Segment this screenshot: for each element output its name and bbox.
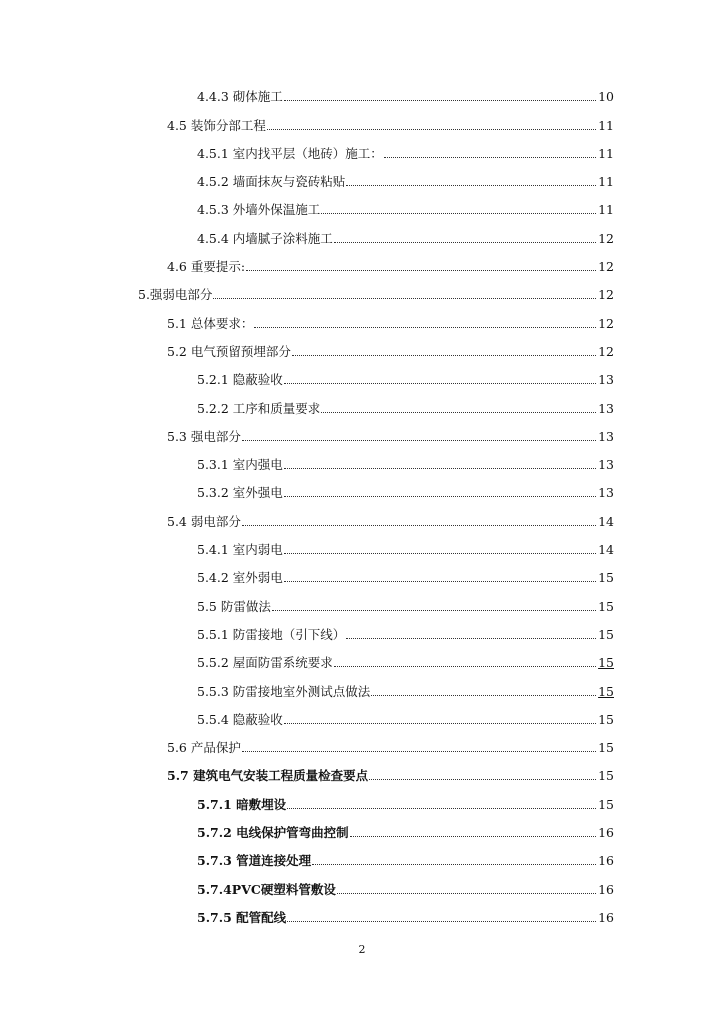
dot-leader — [346, 638, 596, 639]
toc-entry-page: 15 — [598, 740, 614, 756]
toc-entry[interactable] — [0, 731, 724, 759]
toc-entry[interactable] — [0, 335, 724, 363]
toc-entry-page: 10 — [598, 89, 614, 105]
dot-leader — [213, 298, 596, 299]
dot-leader — [334, 666, 596, 667]
toc-entry[interactable] — [0, 193, 724, 221]
dot-leader — [321, 213, 596, 214]
dot-leader — [284, 496, 596, 497]
toc-entry[interactable] — [0, 80, 724, 108]
toc-entry-page: 14 — [598, 513, 614, 529]
toc-entry[interactable] — [0, 448, 724, 476]
dot-leader — [369, 779, 596, 780]
toc-entry-page: 16 — [598, 881, 614, 897]
toc-entry[interactable] — [0, 674, 724, 702]
toc-entry[interactable] — [0, 420, 724, 448]
toc-entry[interactable] — [0, 589, 724, 617]
dot-leader — [284, 100, 596, 101]
toc-entry-page: 15 — [598, 796, 614, 812]
toc-entry-title: 5.4.1 室内弱电 — [197, 542, 283, 558]
toc-entry[interactable] — [0, 816, 724, 844]
toc-entry-title: 5.5.3 防雷接地室外测试点做法 — [197, 683, 371, 699]
toc-entry-title: 5.2 电气预留预埋部分 — [167, 343, 291, 359]
toc-entry-title: 4.5.4 内墙腻子涂料施工 — [197, 230, 333, 246]
toc-entry-page: 12 — [598, 287, 614, 303]
toc-entry-title: 5.2.1 隐蔽验收 — [197, 372, 283, 388]
toc-entry[interactable] — [0, 391, 724, 419]
toc-entry[interactable] — [0, 221, 724, 249]
toc-entry-page: 15 — [598, 570, 614, 586]
dot-leader — [284, 723, 596, 724]
toc-entry[interactable] — [0, 759, 724, 787]
dot-leader — [267, 129, 596, 130]
toc-entry-title: 5.7.3 管道连接处理 — [197, 853, 312, 869]
toc-entry-page: 15 — [598, 626, 614, 642]
dot-leader — [254, 327, 596, 328]
dot-leader — [337, 893, 596, 894]
toc-entry[interactable] — [0, 306, 724, 334]
toc-entry-page: 13 — [598, 428, 614, 444]
toc-entry-page: 16 — [598, 853, 614, 869]
toc-entry-title: 5.7.2 电线保护管弯曲控制 — [197, 825, 349, 841]
dot-leader — [384, 157, 596, 158]
toc-entry-page: 11 — [598, 202, 614, 218]
toc-entry-title: 5.3 强电部分 — [167, 428, 241, 444]
dot-leader — [284, 553, 596, 554]
dot-leader — [284, 383, 596, 384]
toc-entry-title: 5.3.1 室内强电 — [197, 457, 283, 473]
toc-entry-page: 15 — [598, 768, 614, 784]
toc-entry-title: 5.7.5 配管配线 — [197, 909, 287, 925]
toc-entry[interactable] — [0, 703, 724, 731]
dot-leader — [292, 355, 596, 356]
toc-entry[interactable] — [0, 504, 724, 532]
toc-entry[interactable] — [0, 561, 724, 589]
toc-entry[interactable] — [0, 872, 724, 900]
toc-entry[interactable] — [0, 137, 724, 165]
dot-leader — [334, 242, 596, 243]
toc-entry-title: 4.5 装饰分部工程 — [167, 117, 266, 133]
toc-entry-title: 4.6 重要提示: — [167, 259, 246, 275]
toc-entry-title: 4.4.3 砌体施工 — [197, 89, 283, 105]
toc-entry[interactable] — [0, 533, 724, 561]
toc-entry-page: 16 — [598, 909, 614, 925]
dot-leader — [346, 185, 596, 186]
toc-entry-page: 12 — [598, 259, 614, 275]
toc-entry-page: 12 — [598, 315, 614, 331]
dot-leader — [242, 525, 596, 526]
toc-entry-title: 5.5.1 防雷接地（引下线） — [197, 626, 346, 642]
toc-entry-page: 11 — [598, 174, 614, 190]
toc-entry-title: 5.6 产品保护 — [167, 740, 241, 756]
toc-entry[interactable] — [0, 844, 724, 872]
dot-leader — [312, 864, 596, 865]
dot-leader — [272, 610, 596, 611]
toc-entry-title: 5.4.2 室外弱电 — [197, 570, 283, 586]
toc-entry-title: 5.5 防雷做法 — [197, 598, 271, 614]
dot-leader — [371, 695, 596, 696]
toc-entry-title: 5.7 建筑电气安装工程质量检查要点 — [167, 768, 369, 784]
page-number: 2 — [358, 943, 366, 956]
toc-entry-page: 11 — [598, 117, 614, 133]
toc-entry-title: 5.1 总体要求： — [167, 315, 254, 331]
toc-entry-page: 12 — [598, 230, 614, 246]
toc-entry[interactable] — [0, 165, 724, 193]
dot-leader — [242, 751, 596, 752]
toc-entry[interactable] — [0, 618, 724, 646]
dot-leader — [284, 468, 596, 469]
toc-entry-title: 5.5.2 屋面防雷系统要求 — [197, 655, 333, 671]
dot-leader — [287, 808, 596, 809]
dot-leader — [321, 412, 596, 413]
toc-entry[interactable] — [0, 787, 724, 815]
toc-entry-page: 13 — [598, 400, 614, 416]
toc-entry-page: 13 — [598, 372, 614, 388]
toc-entry[interactable] — [0, 901, 724, 929]
dot-leader — [242, 440, 596, 441]
toc-entry-page: 11 — [598, 145, 614, 161]
dot-leader — [246, 270, 596, 271]
toc-entry-page: 15 — [598, 598, 614, 614]
toc-entry-page: 13 — [598, 457, 614, 473]
toc-entry[interactable] — [0, 363, 724, 391]
table-of-contents — [0, 80, 724, 929]
toc-entry-page: 15 — [598, 655, 614, 671]
dot-leader — [287, 921, 596, 922]
toc-entry-title: 4.5.2 墙面抹灰与瓷砖粘贴 — [197, 174, 346, 190]
toc-entry-title: 4.5.3 外墙外保温施工 — [197, 202, 321, 218]
toc-entry-page: 15 — [598, 683, 614, 699]
toc-entry[interactable] — [0, 278, 724, 306]
toc-entry-title: 5.强弱电部分 — [138, 287, 213, 303]
toc-entry-title: 5.3.2 室外强电 — [197, 485, 283, 501]
toc-entry-title: 5.7.4PVC硬塑料管敷设 — [197, 881, 336, 897]
toc-entry[interactable] — [0, 476, 724, 504]
toc-entry-title: 4.5.1 室内找平层（地砖）施工： — [197, 145, 383, 161]
dot-leader — [350, 836, 596, 837]
toc-entry-page: 15 — [598, 711, 614, 727]
toc-entry-page: 12 — [598, 343, 614, 359]
toc-entry-page: 14 — [598, 542, 614, 558]
dot-leader — [284, 581, 596, 582]
toc-entry-title: 5.2.2 工序和质量要求 — [197, 400, 321, 416]
toc-entry-title: 5.7.1 暗敷埋设 — [197, 796, 287, 812]
toc-entry-title: 5.5.4 隐蔽验收 — [197, 711, 283, 727]
toc-entry[interactable] — [0, 108, 724, 136]
toc-entry[interactable] — [0, 250, 724, 278]
toc-entry-page: 13 — [598, 485, 614, 501]
toc-entry-title: 5.4 弱电部分 — [167, 513, 241, 529]
toc-entry-page: 16 — [598, 825, 614, 841]
toc-entry[interactable] — [0, 646, 724, 674]
